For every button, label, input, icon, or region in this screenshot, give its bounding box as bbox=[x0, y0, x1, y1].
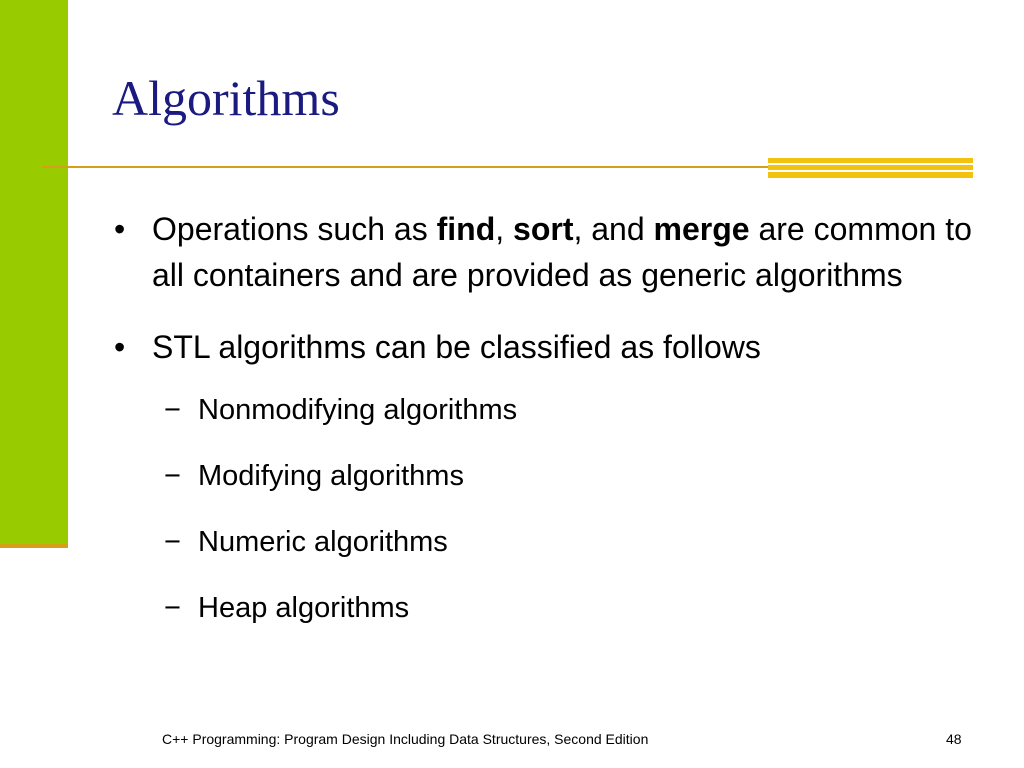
sub-bullet-item bbox=[112, 590, 982, 626]
slide-title: Algorithms bbox=[112, 70, 340, 126]
left-accent-bar bbox=[0, 0, 68, 546]
sub-bullet-marker: − bbox=[164, 394, 181, 426]
divider-stripe bbox=[768, 172, 973, 178]
bullet-text-segment: Operations such as bbox=[152, 211, 437, 247]
page-number: 48 bbox=[946, 731, 962, 747]
slide-content bbox=[112, 206, 982, 656]
bold-term-merge: merge bbox=[653, 211, 750, 247]
bullet-text-segment: , and bbox=[573, 211, 654, 247]
left-accent-bar-edge bbox=[0, 544, 68, 548]
sub-bullet-text: Nonmodifying algorithms bbox=[198, 394, 518, 426]
sub-bullet-text: Heap algorithms bbox=[198, 592, 410, 624]
sub-bullet-marker: − bbox=[164, 592, 181, 624]
divider-stripe bbox=[768, 165, 973, 170]
sub-bullet-text: Modifying algorithms bbox=[198, 460, 464, 492]
sub-bullet-text: Numeric algorithms bbox=[198, 526, 448, 558]
sub-bullet-item bbox=[112, 524, 982, 560]
title-divider-line bbox=[42, 166, 772, 168]
sub-bullet-item bbox=[112, 458, 982, 494]
bullet-marker: • bbox=[114, 329, 126, 365]
bold-term-find: find bbox=[436, 211, 496, 247]
bullet-item bbox=[112, 324, 982, 370]
sub-bullet-marker: − bbox=[164, 460, 181, 492]
sub-bullet-marker: − bbox=[164, 526, 181, 558]
bullet-text: STL algorithms can be classified as follows bbox=[152, 329, 761, 365]
bullet-item bbox=[112, 206, 982, 298]
slide-footer: C++ Programming: Program Design Including Data Structures, Second Edition bbox=[162, 731, 649, 747]
bold-term-sort: sort bbox=[513, 211, 574, 247]
divider-stripe bbox=[768, 158, 973, 163]
bullet-text-segment: are common to all containers and are provided as generic algorithms bbox=[152, 211, 972, 293]
bullet-text bbox=[152, 211, 972, 293]
bullet-marker: • bbox=[114, 211, 126, 247]
bullet-text-segment: , bbox=[495, 211, 514, 247]
title-divider-block bbox=[768, 158, 973, 178]
sub-bullet-item bbox=[112, 392, 982, 428]
